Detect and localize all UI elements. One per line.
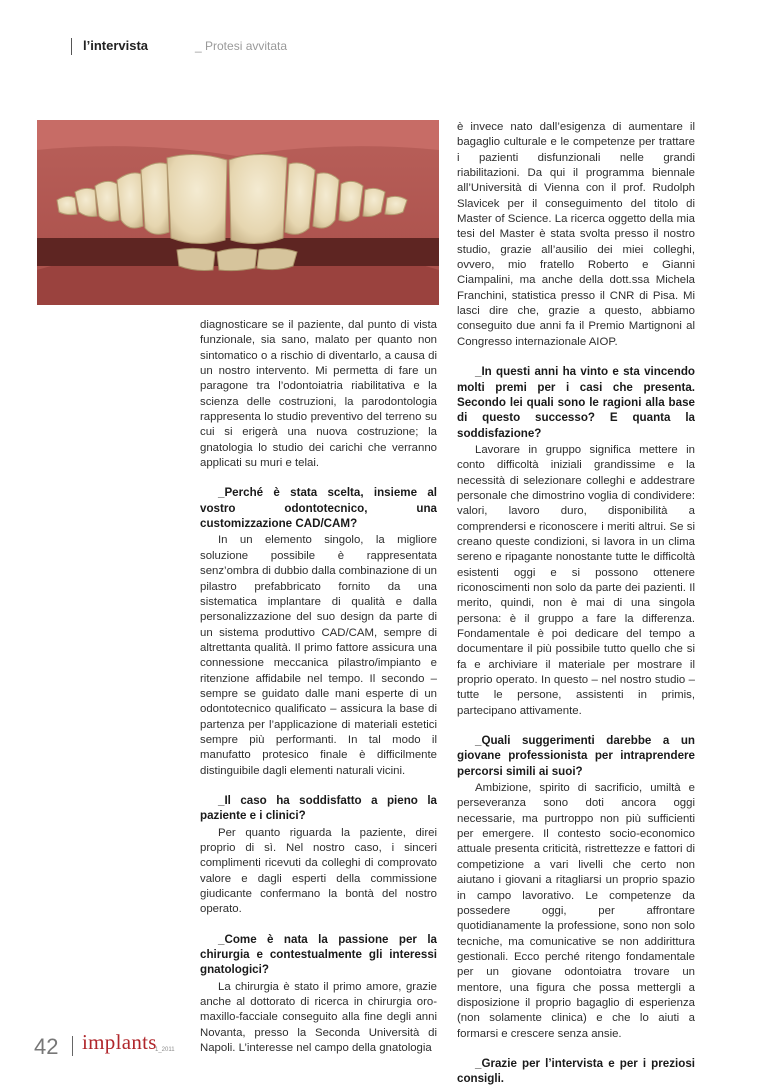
- paragraph: diagnosticare se il paziente, dal punto di vista funzionale, sia sano, malato per quanto non sintomatico o a rischio di diventarlo, a causa di un nostro intervento. Mi permetta di fare un paragone tra l’odontoiatria riabilitativa e la scienza delle costruzioni, la parodontologia rappresenta lo studio preventivo del terreno su cui si erigerà una nuova costruzione; la gnatologia lo studio dei carichi che verranno applicati su muri e telai.: [200, 319, 437, 470]
- article-column-right: [457, 120, 695, 1089]
- section-title: l’intervista: [83, 38, 149, 53]
- interview-answer: Ambizione, spirito di sacrificio, umiltà e perseveranza sono doti ancora oggi necessarie, ma purtroppo non più sufficienti per emergere. Il contesto socio-economico attuale presenta criticità, ristrettezze e fattori di competizione a vari livelli che certo non aiutano i giovani a ritagliarsi un proprio spazio in campo lavorativo. Le competenze da possedere oggi, per affrontare quotidianamente la professione, sono non solo tecniche, ma comunicative se non addirittura gestionali. Ecco perché ritengo fondamentale per un giovane odontoiatra trovare un mentore, una figura che possa mettergli a disposizione il proprio bagaglio di esperienza (non solamente clinica) e che lo aiuti a formarsi e crescere senza ansie.: [457, 782, 695, 1040]
- article-column-left: [200, 318, 437, 1056]
- header-divider: [71, 38, 72, 55]
- page-footer: [34, 1030, 234, 1064]
- section-subtitle: _ Protesi avvitata: [195, 39, 288, 53]
- interview-question: _In questi anni ha vinto e sta vincendo molti premi per i casi che presenta. Secondo lei quali sono le ragioni alla base di questo successo? E quanta la soddisfazione?: [457, 365, 695, 440]
- interview-question: _Quali suggerimenti darebbe a un giovane professionista per intraprendere percorsi simili ai suoi?: [457, 734, 695, 778]
- interview-question: _Come è nata la passione per la chirurgia e contestualmente gli interessi gnatologici?: [200, 932, 437, 977]
- interview-answer: La chirurgia è stato il primo amore, grazie anche al dottorato di ricerca in chirurgia oro-maxillo-facciale conseguito alla fine degli anni Novanta, presso la Seconda Università di Napoli. L’interesse nel campo della gnatologia: [200, 980, 437, 1055]
- paragraph: è invece nato dall’esigenza di aumentare il bagaglio culturale e le competenze per trattare i pazienti disfunzionali nelle grandi riabilitazioni. Da qui il programma biennale all’Università di Vienna con il prof. Rudolph Slavicek per il conseguimento del titolo di Master of Science. La ricerca oggetto della mia tesi del Master è stata svolta presso il nostro studio, grazie all’ausilio dei miei colleghi, ovvero, mio fratello Roberto e Gianni Ciampalini, ma anche della dott.ssa Michela Franchini, statistica presso il CNR di Pisa. Mi lasci dire che, grazie a questo, abbiamo conseguito due anni fa il Premio Martignoni al Congresso internazionale AIOP.: [457, 121, 695, 348]
- page-header: [71, 36, 371, 56]
- page-number: 42: [34, 1034, 59, 1059]
- interview-answer: Per quanto riguarda la paziente, direi proprio di sì. Nel nostro caso, i sinceri complimenti ricevuti da colleghi di comprovato valore e dagli esperti della commissione giudicante confermano la bontà del nostro operato.: [200, 826, 437, 916]
- interview-question: _Il caso ha soddisfatto a pieno la paziente e i clinici?: [200, 793, 437, 823]
- issue-number: 1_2011: [155, 1047, 175, 1053]
- interview-question: _Grazie per l’intervista e per i preziosi consigli.: [457, 1056, 695, 1086]
- interview-answer: Lavorare in gruppo significa mettere in conto difficoltà iniziali grandissime e la necessità di selezionare colleghi e addestrare personale che dimostrino voglia di condividere: valori, lavoro duro, disponibilità a comprendersi e riconoscere i meriti altrui. Se si creano queste condizioni, si lavora in un clima sereno e ripagante nonostante tutte le difficoltà esistenti oggi e si possono ottenere riconoscimenti non solo da parte dei pazienti. Il merito, quindi, non è mai di una singola persona: è il gruppo a fare la differenza. Fondamentale è poi dedicare del tempo a documentare il più possibile tutto quello che si fa e archiviare il materiale per mostrare il proprio operato. In questo – nel nostro studio – tutte le persone, assistenti in primis, partecipano attivamente.: [457, 443, 695, 717]
- interview-answer: In un elemento singolo, la migliore soluzione possibile è rappresentata senz’ombra di dubbio dalla combinazione di un pilastro prefabbricato fornito da una sistematica implantare di qualità e dalla personalizzazione del suo design da parte di un sistema produttivo CAD/CAM, sempre di altrettanta qualità. Il primo fattore assicura una connessione meccanica pilastro/impianto e ritenzione affidabile nel tempo. Il secondo – sempre se guidato dalle mani esperte di un odontotecnico qualificato – assicura la base di partenza per l’applicazione di materiali estetici sempre più performanti. In tal modo il manufatto protesico finale è difficilmente distinguibile dagli elementi naturali vicini.: [200, 534, 437, 777]
- clinical-photo-smile: [37, 120, 439, 305]
- footer-divider: [72, 1036, 73, 1056]
- interview-question: _Perché è stata scelta, insieme al vostro odontotecnico, una customizzazione CAD/CAM?: [200, 486, 437, 531]
- magazine-logo: implants: [82, 1030, 157, 1054]
